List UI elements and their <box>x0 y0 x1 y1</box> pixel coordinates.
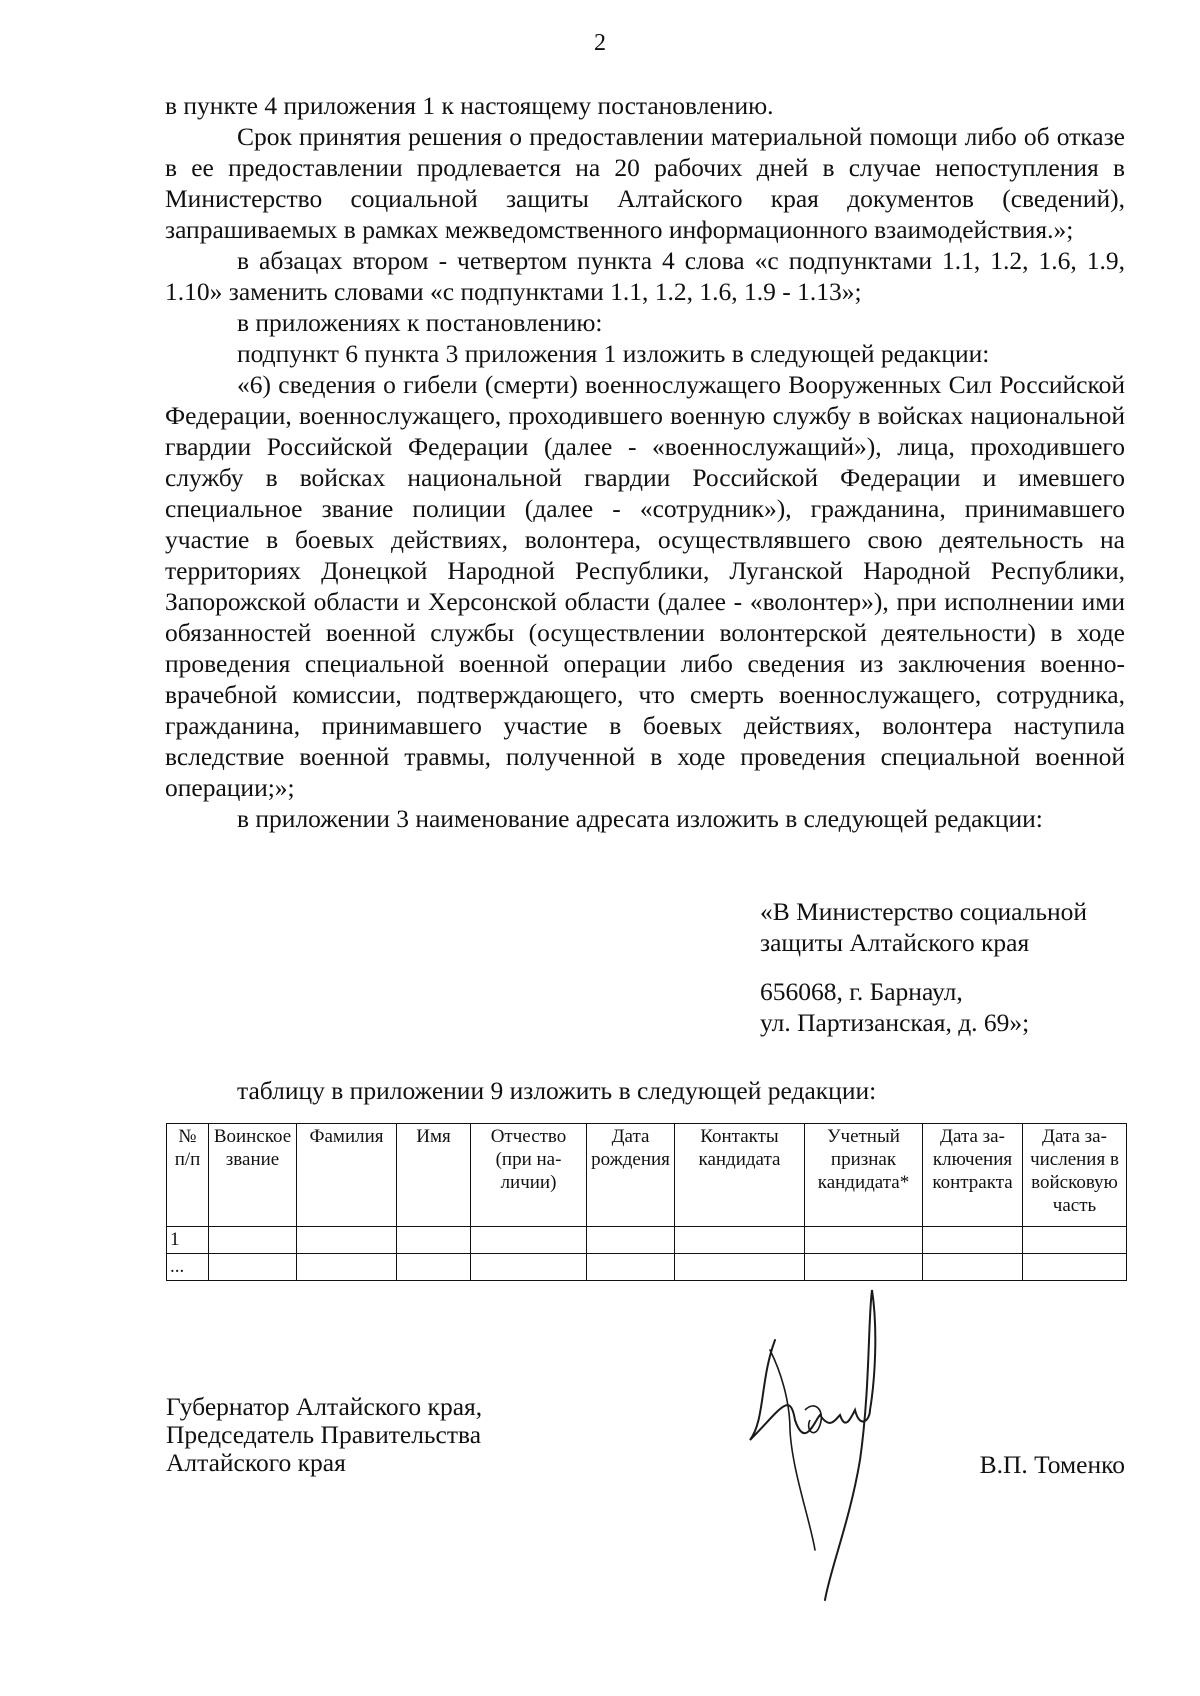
table-cell <box>923 1254 1023 1281</box>
table-row <box>167 1254 1127 1281</box>
table-cell <box>587 1227 675 1254</box>
table-header-row <box>167 1124 1127 1227</box>
column-header: Воинское звание <box>209 1124 297 1227</box>
address-line: «В Министерство социальной <box>760 897 1088 926</box>
address-line: 656068, г. Барнаул, <box>760 977 963 1006</box>
table-cell <box>1023 1227 1127 1254</box>
paragraph: в абзацах втором - четвертом пункта 4 слова «с подпунктами 1.1, 1.2, 1.6, 1.9, 1.10» заменить словами «с подпунктами 1.1, 1.2, 1.6, 1.9 - 1.13»; <box>165 246 1125 306</box>
address-block-ministry <box>760 896 1160 958</box>
signatory-title-line: Губернатор Алтайского края, <box>166 1392 483 1421</box>
paragraph: в приложении 3 наименование адресата изложить в следующей редакции: <box>237 804 1043 833</box>
table-cell <box>1023 1254 1127 1281</box>
paragraph: подпункт 6 пункта 3 приложения 1 изложить в следующей редакции: <box>237 339 990 368</box>
table-cell <box>397 1254 471 1281</box>
table-cell <box>923 1227 1023 1254</box>
column-header: Учетный признак кандидата* <box>805 1124 923 1227</box>
table-cell: ... <box>167 1254 209 1281</box>
column-header: Фамилия <box>297 1124 397 1227</box>
handwritten-signature <box>720 1270 920 1640</box>
column-header: Отчество (при наличии) <box>471 1124 587 1227</box>
signatory-title <box>166 1393 482 1477</box>
document-body <box>165 90 1125 834</box>
signatory-name: В.П. Томенко <box>979 1450 1125 1479</box>
table-cell <box>587 1254 675 1281</box>
column-header: Контакты кандидата <box>675 1124 805 1227</box>
paragraph: в приложениях к постановлению: <box>237 308 603 337</box>
signatory-title-line: Председатель Правительства <box>166 1420 482 1449</box>
paragraph: в пункте 4 приложения 1 к настоящему постановлению. <box>165 91 774 120</box>
column-header: Дата зачисления в войсковую часть <box>1023 1124 1127 1227</box>
table-cell <box>297 1227 397 1254</box>
table-cell <box>471 1254 587 1281</box>
address-block-postal <box>760 976 1160 1038</box>
table-cell <box>297 1254 397 1281</box>
table-row <box>167 1227 1127 1254</box>
page-number: 2 <box>594 30 606 56</box>
paragraph: Срок принятия решения о предоставлении материальной помощи либо об отказе в ее предоставлении продлевается на 20 рабочих дней в случае непоступления в Министерство социальной защиты Алтайского края документов (сведений), запрашиваемых в рамках межведомственного информационного взаимодействия.»; <box>165 122 1125 244</box>
column-header: Дата рождения <box>587 1124 675 1227</box>
table-cell: 1 <box>167 1227 209 1254</box>
candidates-table <box>166 1123 1127 1281</box>
signatory-title-line: Алтайского края <box>166 1448 346 1477</box>
table-cell <box>471 1227 587 1254</box>
address-line: защиты Алтайского края <box>760 928 1030 957</box>
table-cell <box>209 1254 297 1281</box>
table-cell <box>397 1227 471 1254</box>
table-intro: таблицу в приложении 9 изложить в следующей редакции: <box>237 1076 877 1105</box>
column-header: № п/п <box>167 1124 209 1227</box>
table-cell <box>805 1227 923 1254</box>
column-header: Дата заключения контракта <box>923 1124 1023 1227</box>
table-cell <box>675 1227 805 1254</box>
paragraph: «6) сведения о гибели (смерти) военнослужащего Вооруженных Сил Российской Федерации, военнослужащего, проходившего военную службу в войсках национальной гвардии Российской Федерации (далее - «военнослужащий»), лица, проходившего службу в войсках национальной гвардии Российской Федерации и имевшего специальное звание полиции (далее - «сотрудник»), гражданина, принимавшего участие в боевых действиях, волонтера, осуществлявшего свою деятельность на территориях Донецкой Народной Республики, Луганской Народной Республики, Запорожской области и Херсонской области (далее - «волонтер»), при исполнении ими обязанностей военной службы (осуществлении волонтерской деятельности) в ходе проведения специальной военной операции либо сведения из заключения военно-врачебной комиссии, подтверждающего, что смерть военнослужащего, сотрудника, гражданина, принимавшего участие в боевых действиях, волонтера наступила вследствие военной травмы, полученной в ходе проведения специальной военной операции;»; <box>165 370 1125 802</box>
table-cell <box>209 1227 297 1254</box>
column-header: Имя <box>397 1124 471 1227</box>
address-line: ул. Партизанская, д. 69»; <box>760 1008 1030 1037</box>
